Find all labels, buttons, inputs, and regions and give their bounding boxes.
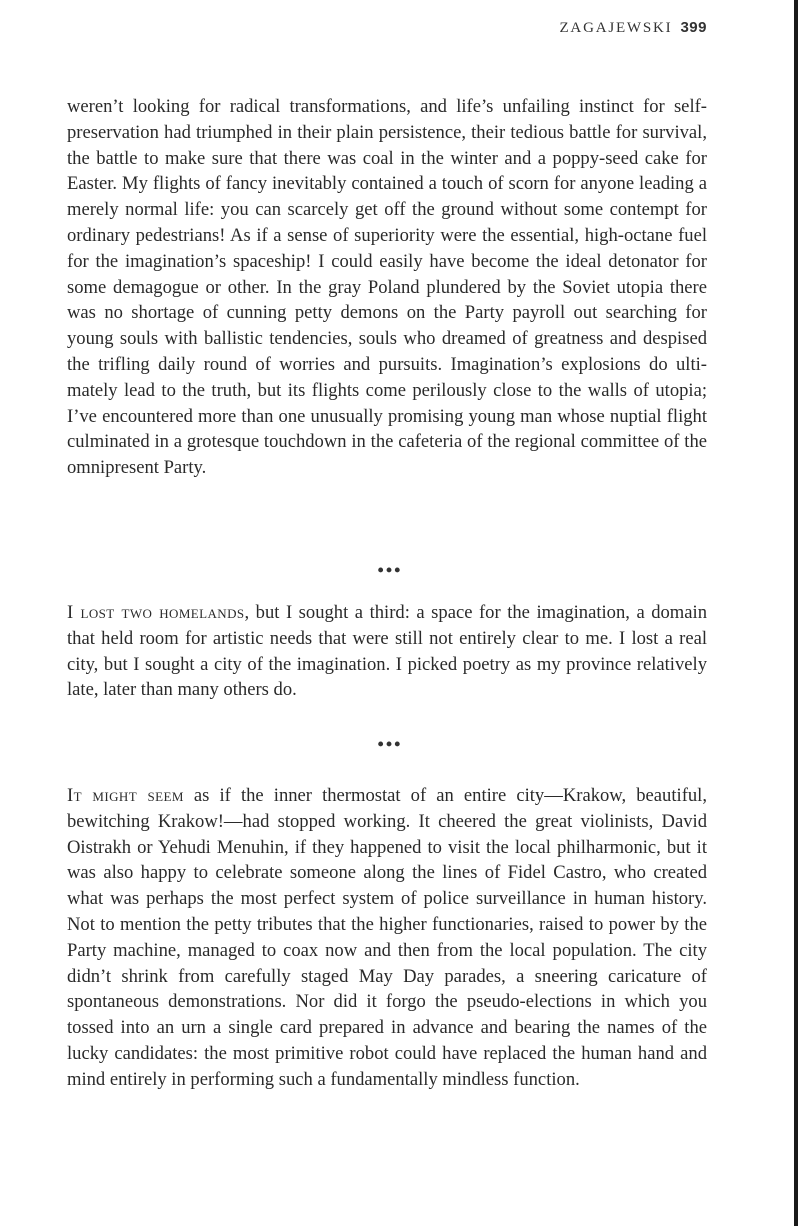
page-number: 399 <box>680 19 707 36</box>
paragraph-text: weren’t looking for radical transformations, and life’s unfailing instinct for self-preservation had triumphed in their plain persistence, their tedious battle for survival, the battle to make sure that there was coal in the winter and a poppy-seed cake for Easter. My flights of fancy inevitably contained a touch of scorn for anyone leading a merely normal life: you can scarcely get off the ground without some contempt for ordinary pedestrians! As if a sense of superiority were the essential, high-octane fuel for the imagination’s spaceship! I could easily have become the ideal detonator for some demagogue or other. In the gray Poland plundered by the Soviet utopia there was no shortage of cunning petty demons on the Party payroll out searching for young souls with ballistic tendencies, souls who dreamed of greatness and despised the trifling daily round of worries and pursuits. Imagination’s explosions do ultimately lead to the truth, but its flights come perilously close to the walls of utopia; I’ve encountered more than one unusually promising young man whose nuptial flight culminated in a grotesque touchdown in the cafeteria of the regional committee of the omnipresent Party. <box>67 96 707 479</box>
section-separator: ••• <box>377 560 403 580</box>
body-paragraph-1 <box>67 94 707 481</box>
paragraph-text: , but I sought a third: a space for the imagination, a domain that held room for artistic needs that were still not entirely clear to me. I lost a real city, but I sought a city of the imagination. I picked poetry as my province relatively late, later than many others do. <box>67 602 707 701</box>
paragraph-lead-in: I lost two homelands <box>67 602 245 623</box>
running-header <box>559 19 707 37</box>
paragraph-lead-in: It might seem <box>67 785 184 806</box>
page-edge-border <box>794 0 798 1226</box>
body-paragraph-2 <box>67 600 707 703</box>
body-paragraph-3 <box>67 783 707 1093</box>
paragraph-text: as if the inner thermostat of an entire city—Krakow, beautiful, bewitching Krakow!—had stopped working. It cheered the great violinists, David Oistrakh or Yehudi Menuhin, if they happened to visit the local philharmonic, but it was also happy to celebrate someone along the lines of Fidel Castro, who created what was perhaps the most perfect system of police surveillance in human history. Not to mention the petty tributes that the higher functionaries, raised to power by the Party machine, managed to coax now and then from the local population. The city didn’t shrink from carefully staged May Day parades, a sneering caricature of spontaneous demonstrations. Nor did it forgo the pseudo-elections in which you tossed into an urn a single card prepared in advance and bearing the names of the lucky candidates: the most primitive robot could have replaced the human hand and mind entirely in performing such a fundamentally mindless function. <box>67 785 707 1090</box>
running-header-author: ZAGAJEWSKI <box>559 20 673 36</box>
section-separator: ••• <box>377 734 403 754</box>
